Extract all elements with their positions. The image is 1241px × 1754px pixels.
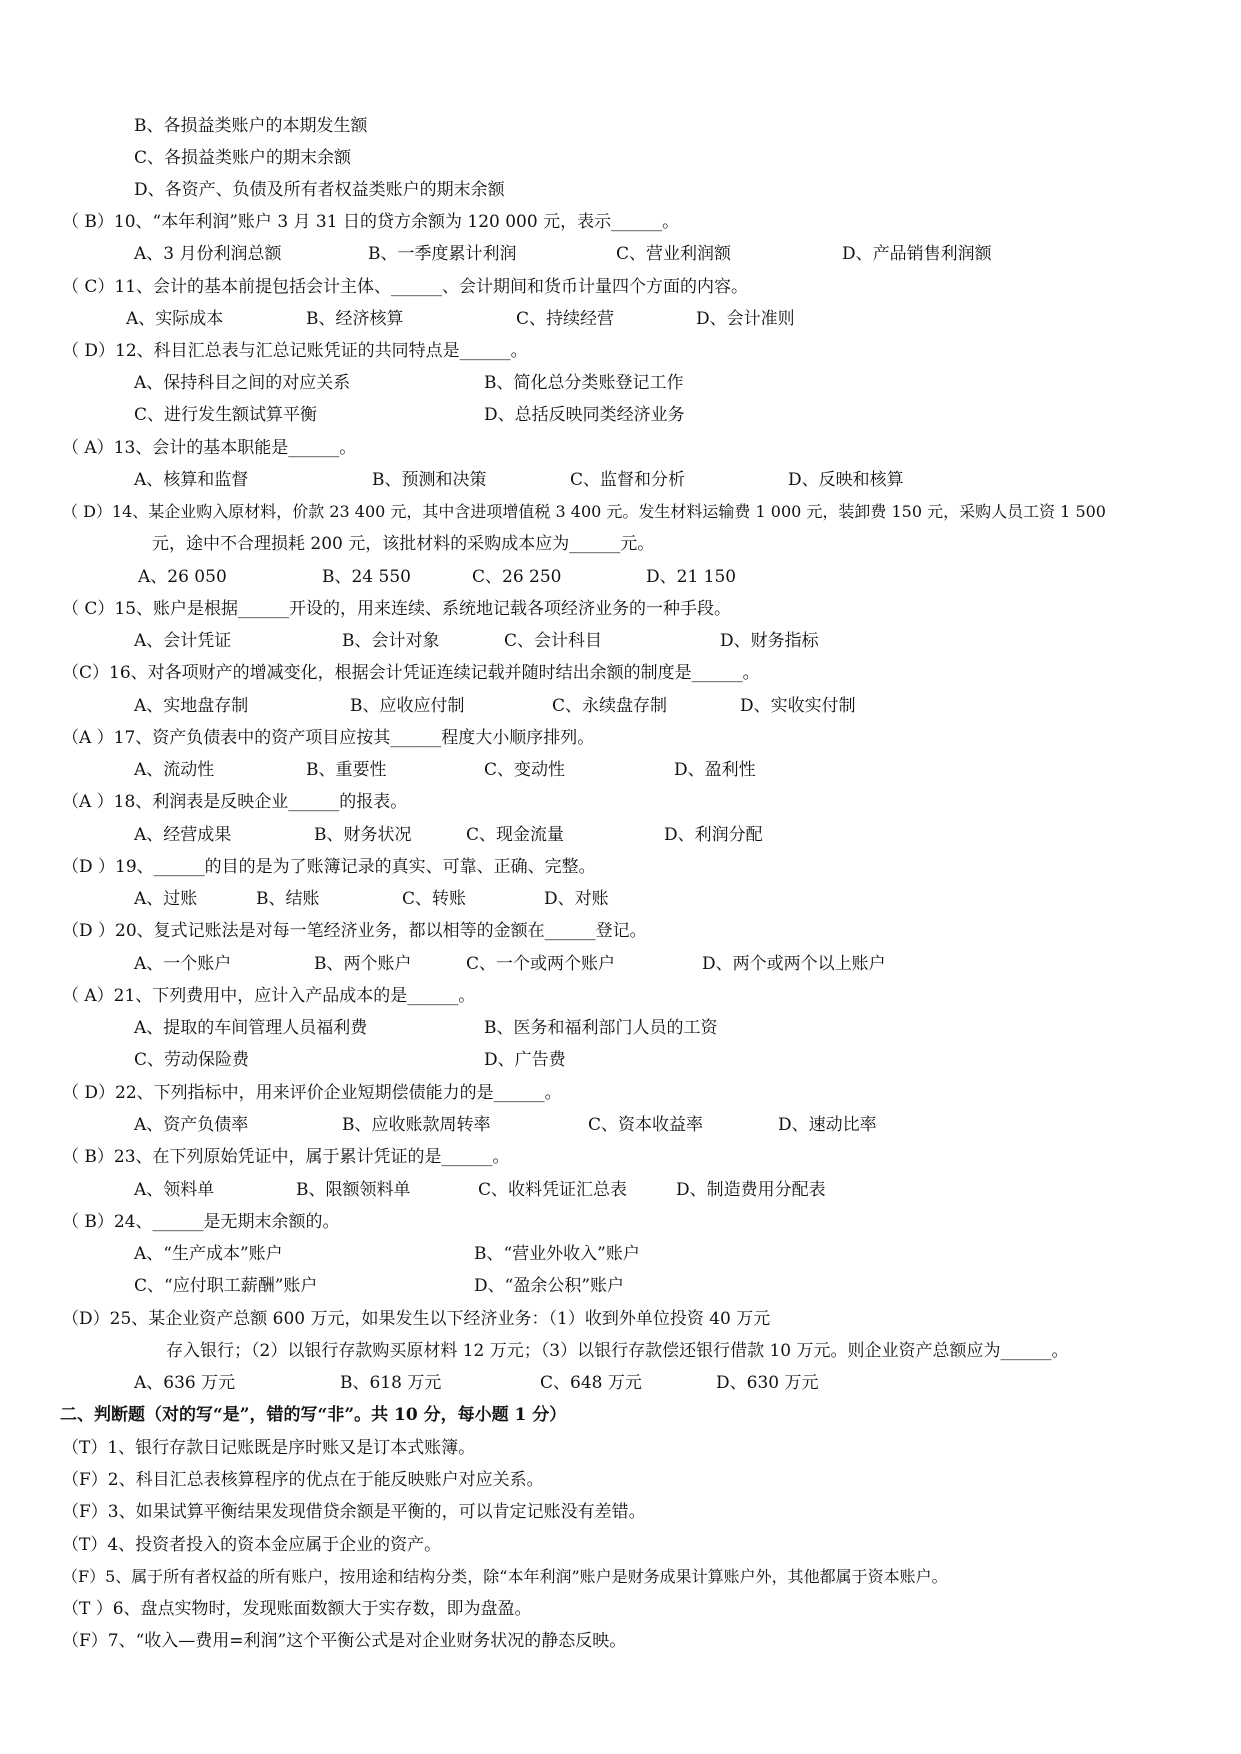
q11-option-c: C、持续经营: [516, 309, 615, 329]
q17-option-a: A、流动性: [134, 760, 215, 780]
q19-option-a: A、过账: [134, 889, 198, 909]
q17-option-c: C、变动性: [484, 760, 566, 780]
q20-option-b: B、两个账户: [314, 954, 412, 974]
q23-option-c: C、收料凭证汇总表: [478, 1180, 628, 1200]
q9-option-b: B、各损益类账户的本期发生额: [134, 116, 368, 136]
q15-option-c: C、会计科目: [504, 631, 603, 651]
q25-stem-continued: 存入银行；（2）以银行存款购买原材料 12 万元；（3）以银行存款偿还银行借款 10 万元。则企业资产总额应为______。: [166, 1341, 1069, 1361]
q11-option-b: B、经济核算: [306, 309, 404, 329]
q24-option-b: B、“营业外收入”账户: [474, 1244, 640, 1264]
q11-option-a: A、实际成本: [126, 309, 224, 329]
q10-option-b: B、一季度累计利润: [368, 244, 517, 264]
q14-stem-continued: 元，途中不合理损耗 200 元，该批材料的采购成本应为______元。: [152, 534, 655, 554]
q24-option-c: C、“应付职工薪酬”账户: [134, 1276, 318, 1296]
judgment-item: （F）2、科目汇总表核算程序的优点在于能反映账户对应关系。: [62, 1470, 544, 1490]
judgment-item: （F）7、“收入—费用=利润”这个平衡公式是对企业财务状况的静态反映。: [62, 1631, 627, 1651]
q22-option-b: B、应收账款周转率: [342, 1115, 491, 1135]
q12-option-b: B、简化总分类账登记工作: [484, 373, 684, 393]
q15-stem: （ C）15、账户是根据______开设的，用来连续、系统地记载各项经济业务的一种手段。: [62, 599, 732, 619]
q20-option-c: C、一个或两个账户: [466, 954, 616, 974]
q25-option-d: D、630 万元: [716, 1373, 819, 1393]
q10-stem: （ B）10、“本年利润”账户 3 月 31 日的贷方余额为 120 000 元，表示______。: [62, 212, 680, 232]
q24-option-d: D、“盈余公积”账户: [474, 1276, 625, 1296]
q12-option-a: A、保持科目之间的对应关系: [134, 373, 351, 393]
judgment-item: （T）4、投资者投入的资本金应属于企业的资产。: [62, 1535, 442, 1555]
q18-option-c: C、现金流量: [466, 825, 565, 845]
q21-option-b: B、医务和福利部门人员的工资: [484, 1018, 718, 1038]
q12-stem: （ D）12、科目汇总表与汇总记账凭证的共同特点是______。: [62, 341, 528, 361]
q20-option-d: D、两个或两个以上账户: [702, 954, 886, 974]
q16-option-a: A、实地盘存制: [134, 696, 249, 716]
q13-stem: （ A）13、会计的基本职能是______。: [62, 438, 357, 458]
q11-option-d: D、会计准则: [696, 309, 795, 329]
judgment-item: （F）5、属于所有者权益的所有账户，按用途和结构分类，除“本年利润”账户是财务成果计算账户外，其他都属于资本账户。: [62, 1567, 948, 1586]
q16-option-b: B、应收应付制: [350, 696, 465, 716]
judgment-item: （F）3、如果试算平衡结果发现借贷余额是平衡的，可以肯定记账没有差错。: [62, 1502, 646, 1522]
judgment-item: （T）1、银行存款日记账既是序时账又是订本式账簿。: [62, 1438, 476, 1458]
q18-option-d: D、利润分配: [664, 825, 763, 845]
q25-option-c: C、648 万元: [540, 1373, 642, 1393]
q16-option-c: C、永续盘存制: [552, 696, 668, 716]
q23-option-b: B、限额领料单: [296, 1180, 411, 1200]
q20-stem: （D ）20、复式记账法是对每一笔经济业务，都以相等的金额在______登记。: [62, 921, 647, 941]
q13-option-d: D、反映和核算: [788, 470, 904, 490]
q10-option-d: D、产品销售利润额: [842, 244, 992, 264]
q21-option-d: D、广告费: [484, 1050, 566, 1070]
q16-stem: （C）16、对各项财产的增减变化，根据会计凭证连续记载并随时结出余额的制度是______。: [62, 663, 760, 683]
q21-option-c: C、劳动保险费: [134, 1050, 250, 1070]
judgment-item: （T ）6、盘点实物时，发现账面数额大于实存数，即为盘盈。: [62, 1599, 532, 1619]
q21-stem: （ A）21、下列费用中，应计入产品成本的是______。: [62, 986, 476, 1006]
q12-option-c: C、进行发生额试算平衡: [134, 405, 318, 425]
q23-stem: （ B）23、在下列原始凭证中，属于累计凭证的是______。: [62, 1147, 510, 1167]
q13-option-a: A、核算和监督: [134, 470, 249, 490]
q18-option-a: A、经营成果: [134, 825, 232, 845]
q19-option-c: C、转账: [402, 889, 467, 909]
q9-option-d: D、各资产、负债及所有者权益类账户的期末余额: [134, 180, 505, 200]
q25-stem: （D）25、某企业资产总额 600 万元，如果发生以下经济业务：（1）收到外单位投资 40 万元: [62, 1309, 771, 1329]
q23-option-a: A、领料单: [134, 1180, 215, 1200]
q25-option-b: B、618 万元: [340, 1373, 442, 1393]
q23-option-d: D、制造费用分配表: [676, 1180, 826, 1200]
q19-option-d: D、对账: [544, 889, 609, 909]
q17-stem: （A ）17、资产负债表中的资产项目应按其______程度大小顺序排列。: [62, 728, 595, 748]
q22-stem: （ D）22、下列指标中，用来评价企业短期偿债能力的是______。: [62, 1083, 562, 1103]
q15-option-a: A、会计凭证: [134, 631, 232, 651]
q16-option-d: D、实收实付制: [740, 696, 856, 716]
q10-option-c: C、营业利润额: [616, 244, 732, 264]
q15-option-d: D、财务指标: [720, 631, 819, 651]
q12-option-d: D、总括反映同类经济业务: [484, 405, 685, 425]
q18-stem: （A ）18、利润表是反映企业______的报表。: [62, 792, 408, 812]
q14-stem: （ D）14、某企业购入原材料，价款 23 400 元，其中含进项增值税 3 400 元。发生材料运输费 1 000 元，装卸费 150 元，采购人员工资 1 500: [62, 502, 1106, 521]
q14-option-a: A、26 050: [138, 567, 227, 587]
q25-option-a: A、636 万元: [134, 1373, 236, 1393]
q24-option-a: A、“生产成本”账户: [134, 1244, 283, 1264]
q13-option-c: C、监督和分析: [570, 470, 686, 490]
q20-option-a: A、一个账户: [134, 954, 232, 974]
q22-option-c: C、资本收益率: [588, 1115, 704, 1135]
q14-option-b: B、24 550: [322, 567, 411, 587]
q24-stem: （ B）24、______是无期末余额的。: [62, 1212, 340, 1232]
q11-stem: （ C）11、会计的基本前提包括会计主体、______、会计期间和货币计量四个方面的内容。: [62, 277, 749, 297]
q22-option-d: D、速动比率: [778, 1115, 877, 1135]
q19-option-b: B、结账: [256, 889, 320, 909]
q17-option-b: B、重要性: [306, 760, 387, 780]
q22-option-a: A、资产负债率: [134, 1115, 249, 1135]
q14-option-c: C、26 250: [472, 567, 562, 587]
q14-option-d: D、21 150: [646, 567, 737, 587]
q10-option-a: A、3 月份利润总额: [134, 244, 282, 264]
q13-option-b: B、预测和决策: [372, 470, 487, 490]
q18-option-b: B、财务状况: [314, 825, 412, 845]
q15-option-b: B、会计对象: [342, 631, 440, 651]
q17-option-d: D、盈利性: [674, 760, 756, 780]
section-2-heading: 二、判断题（对的写“是”，错的写“非”。共 10 分，每小题 1 分）: [60, 1405, 567, 1425]
q21-option-a: A、提取的车间管理人员福利费: [134, 1018, 368, 1038]
q9-option-c: C、各损益类账户的期末余额: [134, 148, 352, 168]
q19-stem: （D ）19、______的目的是为了账簿记录的真实、可靠、正确、完整。: [62, 857, 596, 877]
